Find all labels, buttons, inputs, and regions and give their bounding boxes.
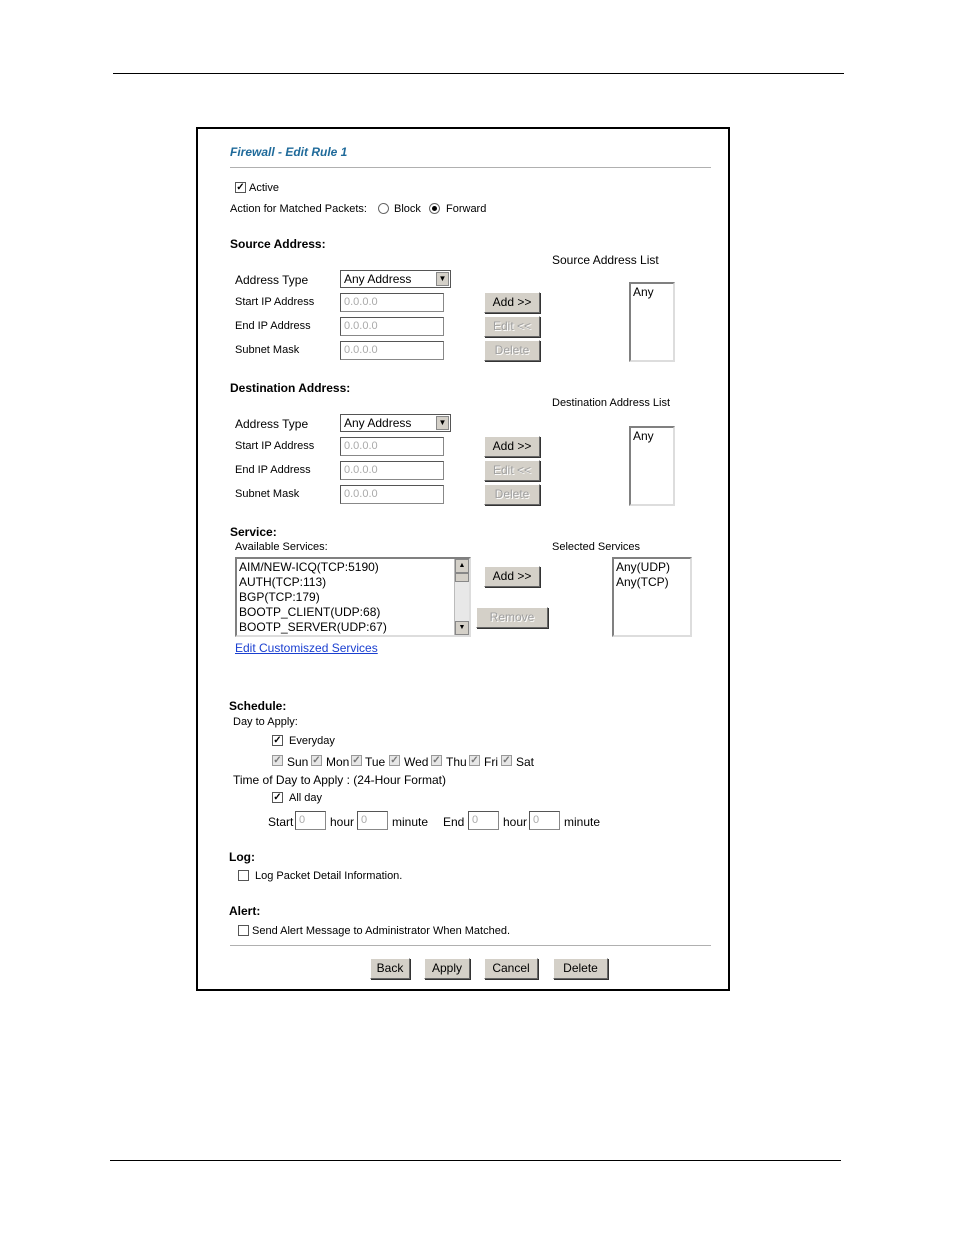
- source-end-ip-input[interactable]: 0.0.0.0: [340, 317, 444, 336]
- destination-heading: Destination Address:: [230, 381, 351, 395]
- scroll-down-icon[interactable]: ▼: [455, 621, 469, 635]
- everyday-checkbox[interactable]: ✓: [273, 735, 282, 746]
- sat-label: Sat: [516, 755, 535, 769]
- destination-address-type-select[interactable]: [340, 414, 451, 432]
- source-address-type-value: Any Address: [344, 272, 412, 286]
- page-title: Firewall - Edit Rule 1: [230, 145, 348, 159]
- page-top-rule: [113, 73, 844, 74]
- source-address-type-select[interactable]: [340, 270, 451, 288]
- destination-address-list[interactable]: [629, 426, 675, 506]
- alert-heading: Alert:: [229, 904, 261, 918]
- log-checkbox[interactable]: [238, 870, 249, 881]
- source-end-ip-label: End IP Address: [235, 320, 311, 332]
- fri-label: Fri: [484, 755, 498, 769]
- destination-list-label: Destination Address List: [552, 397, 671, 409]
- service-add-button[interactable]: Add >>: [484, 566, 540, 587]
- available-services-scrollbar[interactable]: [454, 559, 469, 635]
- selected-services-label: Selected Services: [552, 541, 641, 553]
- edit-rule-panel: [196, 127, 730, 991]
- destination-delete-button[interactable]: Delete: [484, 484, 540, 505]
- tue-checkbox[interactable]: ✓: [352, 755, 361, 766]
- available-services-list[interactable]: [235, 557, 471, 637]
- list-item[interactable]: BGP(TCP:179): [239, 590, 320, 604]
- end-minute-input[interactable]: 0: [529, 811, 560, 830]
- block-radio[interactable]: [378, 203, 389, 214]
- list-item[interactable]: BOOTP_SERVER(UDP:67): [239, 620, 387, 634]
- sun-label: Sun: [287, 755, 309, 769]
- chevron-down-icon: ▼: [436, 416, 449, 430]
- source-add-button[interactable]: Add >>: [484, 292, 540, 313]
- alert-checkbox[interactable]: [238, 925, 249, 936]
- destination-mask-label: Subnet Mask: [235, 488, 300, 500]
- end-hour-label: hour: [503, 815, 528, 829]
- list-item[interactable]: AUTH(TCP:113): [239, 575, 327, 589]
- forward-label: Forward: [446, 203, 487, 215]
- active-label: Active: [249, 182, 279, 194]
- start-hour-label: hour: [330, 815, 355, 829]
- page-bottom-rule: [110, 1160, 841, 1161]
- thu-checkbox[interactable]: ✓: [432, 755, 441, 766]
- destination-address-type-label: Address Type: [235, 417, 309, 431]
- source-mask-label: Subnet Mask: [235, 344, 300, 356]
- available-services-label: Available Services:: [235, 541, 328, 553]
- chevron-down-icon: ▼: [436, 272, 449, 286]
- list-item[interactable]: BOOTP_CLIENT(UDP:68): [239, 605, 381, 619]
- delete-button[interactable]: Delete: [553, 958, 608, 979]
- list-item[interactable]: Any(UDP): [616, 560, 671, 574]
- source-start-ip-label: Start IP Address: [235, 296, 315, 308]
- list-item[interactable]: AIM/NEW-ICQ(TCP:5190): [239, 560, 379, 574]
- destination-address-type-value: Any Address: [344, 416, 412, 430]
- list-item[interactable]: Any: [633, 285, 654, 299]
- destination-edit-button[interactable]: Edit <<: [484, 460, 540, 481]
- source-heading: Source Address:: [230, 237, 326, 251]
- destination-add-button[interactable]: Add >>: [484, 436, 540, 457]
- active-checkbox[interactable]: ✓: [236, 182, 245, 193]
- list-item[interactable]: Any(TCP): [616, 575, 669, 589]
- source-address-type-label: Address Type: [235, 273, 309, 287]
- time-of-day-label: Time of Day to Apply : (24-Hour Format): [233, 773, 446, 787]
- title-divider: [230, 167, 711, 169]
- source-delete-button[interactable]: Delete: [484, 340, 540, 361]
- bottom-divider: [230, 945, 711, 947]
- destination-start-ip-input[interactable]: 0.0.0.0: [340, 437, 444, 456]
- start-minute-label: minute: [392, 815, 429, 829]
- schedule-heading: Schedule:: [229, 699, 287, 713]
- start-label: Start: [268, 815, 294, 829]
- day-to-apply-label: Day to Apply:: [233, 716, 298, 728]
- source-list-label: Source Address List: [552, 253, 659, 267]
- fri-checkbox[interactable]: ✓: [470, 755, 479, 766]
- log-label: Log Packet Detail Information.: [255, 870, 403, 882]
- source-address-list[interactable]: [629, 282, 675, 362]
- action-label: Action for Matched Packets:: [230, 203, 367, 215]
- sun-checkbox[interactable]: ✓: [273, 755, 282, 766]
- scroll-thumb[interactable]: [455, 573, 469, 582]
- everyday-label: Everyday: [289, 735, 335, 747]
- start-minute-input[interactable]: 0: [357, 811, 388, 830]
- tue-label: Tue: [365, 755, 386, 769]
- destination-mask-input[interactable]: 0.0.0.0: [340, 485, 444, 504]
- start-hour-input[interactable]: 0: [295, 811, 326, 830]
- log-heading: Log:: [229, 850, 255, 864]
- block-label: Block: [394, 203, 421, 215]
- edit-customized-services-link[interactable]: Edit Customiszed Services: [235, 641, 378, 655]
- scroll-up-icon[interactable]: ▲: [455, 559, 469, 573]
- end-label: End: [443, 815, 465, 829]
- allday-checkbox[interactable]: ✓: [273, 792, 282, 803]
- apply-button[interactable]: Apply: [424, 958, 470, 979]
- destination-start-ip-label: Start IP Address: [235, 440, 315, 452]
- end-hour-input[interactable]: 0: [468, 811, 499, 830]
- selected-services-list[interactable]: [612, 557, 692, 637]
- service-heading: Service:: [230, 525, 277, 539]
- source-mask-input[interactable]: 0.0.0.0: [340, 341, 444, 360]
- cancel-button[interactable]: Cancel: [484, 958, 538, 979]
- alert-label: Send Alert Message to Administrator When Matched.: [252, 925, 511, 937]
- mon-checkbox[interactable]: ✓: [312, 755, 321, 766]
- service-remove-button[interactable]: Remove: [476, 607, 548, 628]
- end-minute-label: minute: [564, 815, 601, 829]
- back-button[interactable]: Back: [370, 958, 410, 979]
- source-edit-button[interactable]: Edit <<: [484, 316, 540, 337]
- allday-label: All day: [289, 792, 323, 804]
- list-item[interactable]: Any: [633, 429, 654, 443]
- destination-end-ip-input[interactable]: 0.0.0.0: [340, 461, 444, 480]
- wed-checkbox[interactable]: ✓: [390, 755, 399, 766]
- forward-radio[interactable]: [429, 203, 440, 214]
- wed-label: Wed: [404, 755, 429, 769]
- source-start-ip-input[interactable]: 0.0.0.0: [340, 293, 444, 312]
- sat-checkbox[interactable]: ✓: [502, 755, 511, 766]
- mon-label: Mon: [326, 755, 350, 769]
- thu-label: Thu: [446, 755, 467, 769]
- destination-end-ip-label: End IP Address: [235, 464, 311, 476]
